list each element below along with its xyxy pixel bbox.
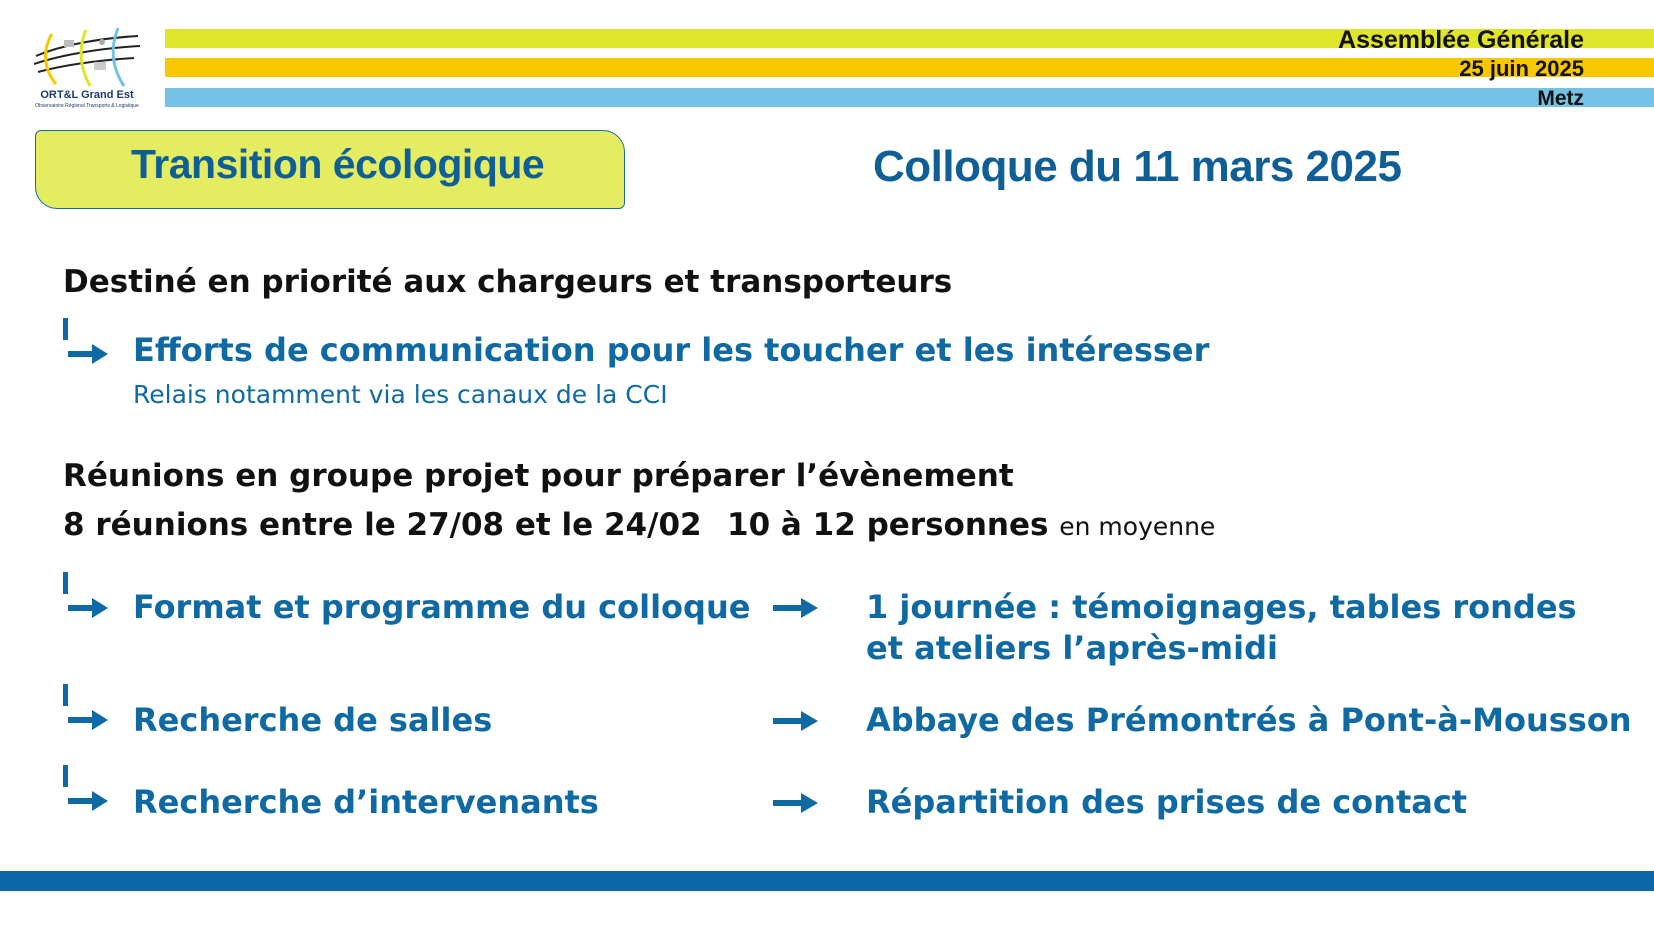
row-right-label: 1 journée : témoignages, tables rondes xyxy=(866,588,1577,626)
header-band-yellow xyxy=(165,26,1654,54)
row-left-label: Recherche de salles xyxy=(133,701,493,739)
logo-subtitle: Observatoire Régional Transports & Logistique xyxy=(35,103,139,109)
section1-item: Efforts de communication pour les toucher et les intéresser xyxy=(133,331,1210,369)
row-left-label: Format et programme du colloque xyxy=(133,588,751,626)
right-arrow-icon xyxy=(773,598,819,618)
page-title: Colloque du 11 mars 2025 xyxy=(873,142,1402,191)
bullet-arrow-icon xyxy=(63,684,109,728)
logo-name: ORT&L Grand Est xyxy=(40,89,134,101)
ortl-logo xyxy=(34,26,140,112)
attendance xyxy=(727,507,1215,543)
topic-title: Transition écologique xyxy=(131,141,545,187)
footer-bar xyxy=(0,871,1654,891)
bullet-arrow-icon xyxy=(63,765,109,809)
bullet-arrow-icon xyxy=(63,572,109,616)
right-arrow-icon xyxy=(773,711,819,731)
header-band-blue xyxy=(165,87,1654,110)
bullet-arrow-icon xyxy=(63,318,109,362)
event-date: 25 juin 2025 xyxy=(1459,56,1584,81)
row-right-label: Répartition des prises de contact xyxy=(866,783,1468,821)
logo-graphic xyxy=(34,26,140,90)
meetings-count: 8 réunions entre le 27/08 et le 24/02 xyxy=(63,507,702,543)
attendance-count: 10 à 12 personnes xyxy=(727,507,1049,543)
row-left-label: Recherche d’intervenants xyxy=(133,783,599,821)
section2-heading: Réunions en groupe projet pour préparer l’évènement xyxy=(63,458,1014,494)
section1-heading: Destiné en priorité aux chargeurs et transporteurs xyxy=(63,264,953,300)
section1-note: Relais notamment via les canaux de la CCI xyxy=(133,380,668,409)
event-name: Assemblée Générale xyxy=(1338,26,1584,54)
topic-box xyxy=(35,130,625,209)
header-band-orange xyxy=(165,56,1654,81)
event-location: Metz xyxy=(1537,87,1584,110)
right-arrow-icon xyxy=(773,793,819,813)
row-right-label-cont: et ateliers l’après-midi xyxy=(866,629,1278,667)
row-right-label: Abbaye des Prémontrés à Pont-à-Mousson xyxy=(866,701,1632,739)
attendance-note: en moyenne xyxy=(1059,512,1216,541)
